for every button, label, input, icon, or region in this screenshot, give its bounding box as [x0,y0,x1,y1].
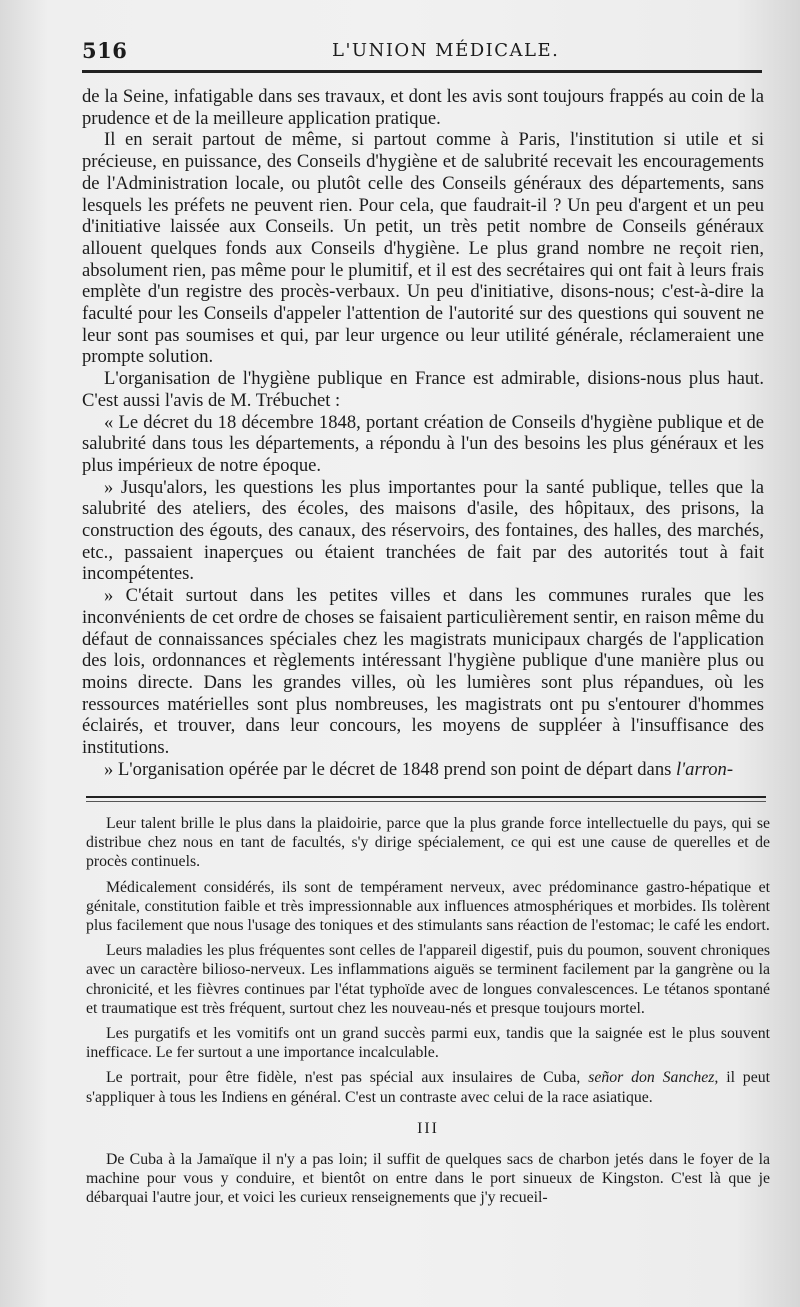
paragraph-text: » L'organisation opérée par le décret de 1848 prend son point de départ dans [104,758,672,780]
feuilleton-block [86,814,770,1208]
running-title: L'UNION MÉDICALE. [332,40,560,61]
quoted-paragraph: « Le décret du 18 décembre 1848, portant création de Conseils d'hygiène publique et de salubrité dans tous les départements, a répondu à l'un des besoins les plus généraux et les plus impérieux de notre époque. [82,411,764,476]
page-number: 516 [82,38,128,63]
paragraph: Il en serait partout de même, si partout comme à Paris, l'institution si utile et si précieuse, en puissance, des Conseils d'hygiène et de salubrité recevait les encouragements de l'Administration locale, ou plutôt celle des Conseils généraux des départements, sans lesquels les préfets ne peuvent rien. Pour cela, que faudrait-il ? Un peu d'argent et un peu d'initiative laissée aux Conseils. Un petit, un très petit nombre de Conseils généraux allouent quelques fonds aux Conseils d'hygiène. Le plus grand nombre ne reçoit rien, absolument rien, pas même pour le plumitif, et il est des secrétaires qui ont fait à leurs frais emplète d'un registre des procès-verbaux. Un peu d'initiative, disons-nous; c'est-à-dire la faculté pour les Conseils d'appeler l'attention de l'autorité sur des questions qui souvent ne leur sont pas soumises et qui, par leur urgence ou leur utilité générale, réclameraient une prompte solution. [82,129,764,368]
note-paragraph: De Cuba à la Jamaïque il n'y a pas loin; il suffit de quelques sacs de charbon jetés dans le foyer de la machine pour vous y conduire, et bientôt on entre dans le port sinueux de Kingston. C'est là que je débarquai l'autre jour, et voici les curieux renseignements que j'y recueil- [86,1151,770,1207]
note-paragraph [86,1068,770,1106]
header-rule [82,70,762,73]
footnote-separator [86,796,766,802]
note-paragraph: Leur talent brille le plus dans la plaidoirie, parce que la plus grande force intellectuelle du pays, qui se distribue chez nous en tant de facultés, s'y dirige spécialement, ce qui est une cause de querelles et de procès continuels. [86,815,770,871]
paragraph: de la Seine, infatigable dans ses travaux, et dont les avis sont toujours frappés au coin de la prudence et de la meilleure application pratique. [82,86,764,129]
page-header [82,36,762,66]
italic-phrase: señor don Sanchez, [588,1069,719,1087]
quoted-paragraph [82,759,764,781]
paragraph: L'organisation de l'hygiène publique en France est admirable, disions-nous plus haut. C'est aussi l'avis de M. Trébuchet : [82,368,764,411]
italic-word: l'arron- [676,758,734,780]
quoted-paragraph: » Jusqu'alors, les questions les plus importantes pour la santé publique, telles que la salubrité des ateliers, des écoles, des maisons d'asile, des hôpitaux, des prisons, la construction des égouts, des canaux, des réservoirs, des fontaines, des halles, des marchés, etc., passaient inaperçues ou étaient tranchées de fait par des autorités tout à fait incompétentes. [82,476,764,585]
section-numeral: III [417,1119,439,1137]
quoted-paragraph: » C'était surtout dans les petites villes et dans les communes rurales que les inconvénients de cet ordre de choses se faisaient particulièrement sentir, en raison même du défaut de connaissances spéciales chez les magistrats municipaux chargés de l'application des lois, ordonnances et règlements intéressant l'hygiène publique d'une manière plus ou moins directe. Dans les grandes villes, où les lumières sont plus répandues, où les ressources matérielles sont plus nombreuses, les magistrats ont pu s'entourer d'hommes éclairés, et trouver, dans leur concours, les moyens de suppléer à l'insuffisance des institutions. [82,585,764,759]
note-paragraph: Leurs maladies les plus fréquentes sont celles de l'appareil digestif, puis du poumon, souvent chroniques avec un caractère bilioso-nerveux. Les inflammations aiguës se terminent facilement par la gangrène ou la chronicité, et les fièvres continues par l'état typhoïde avec de longues convalescences. Le tétanos spontané et traumatique est très fréquent, surtout chez les nouveau-nés et presque toujours mortel. [86,942,770,1017]
note-text: Le portrait, pour être fidèle, n'est pas spécial aux insulaires de Cuba, [106,1069,581,1087]
main-text-block [82,86,764,781]
note-text: il peut s'appliquer à tous les Indiens en général. C'est un contraste avec celui de la race asiatique. [86,1069,770,1106]
note-paragraph: Les purgatifs et les vomitifs ont un grand succès parmi eux, tandis que la saignée est le plus souvent inefficace. Le fer surtout a une importance incalculable. [86,1025,770,1062]
note-paragraph: Médicalement considérés, ils sont de tempérament nerveux, avec prédominance gastro-hépatique et génitale, constitution faible et très impressionnable aux influences atmosphériques et morbides. Ils tolèrent plus facilement que nous l'usage des toniques et des stimulants sans réaction de l'estomac; le café les endort. [86,878,770,935]
